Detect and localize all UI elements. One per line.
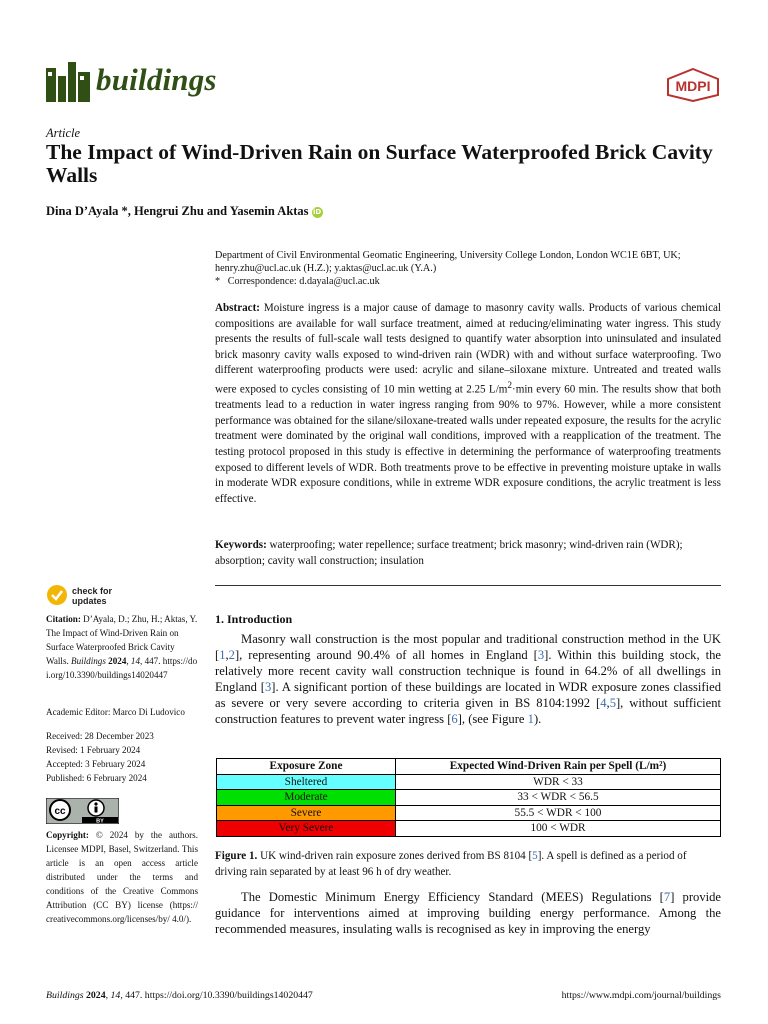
table-header-zone: Exposure Zone — [217, 759, 396, 775]
article-type: Article — [46, 126, 81, 140]
ref-link[interactable]: 1 — [219, 648, 226, 662]
abstract — [215, 301, 721, 507]
footer-volume: , 14 — [105, 990, 121, 1001]
citation-pages: , 447. — [140, 656, 161, 666]
citation-doi-link[interactable]: https://doi.org/10.3390/buildings14020447 — [46, 656, 198, 680]
section-heading-introduction: 1. Introduction — [215, 612, 293, 626]
date-revised: Revised: 1 February 2024 — [46, 745, 141, 755]
wdr-range-cell: 55.5 < WDR < 100 — [396, 805, 721, 821]
intro-text: ], (see Figure — [457, 712, 528, 726]
copyright-notice — [46, 828, 198, 926]
intro-text: Masonry wall construction is the most popular and traditional construction method in the UK [ — [215, 632, 721, 662]
citation-text: D’Ayala, D.; Zhu, H.; Aktas, Y. The Impact of Wind-Driven Rain on Surface Waterproofed Brick Cavity Walls. — [46, 614, 198, 666]
caption-text: UK wind-driven rain exposure zones derived from BS 8104 [ — [257, 850, 533, 862]
citation-year: 2024 — [105, 656, 127, 666]
body-text: The Domestic Minimum Energy Efficiency Standard (MEES) Regulations [ — [241, 890, 664, 904]
mdpi-logo-icon — [666, 68, 720, 102]
footer-doi[interactable]: , 447. https://doi.org/10.3390/buildings14020447 — [120, 990, 313, 1001]
intro-text: ]. Within this building stock, the relatively more recent cavity wall construction technique is found in 64.2% of all dwellings in England [ — [215, 648, 722, 694]
authors-text: Dina D’Ayala *, Hengrui Zhu and Yasemin Aktas — [46, 204, 309, 218]
caption-text: ]. A spell is defined as a period of driving rain separated by at least 96 h of dry weather. — [215, 850, 687, 878]
table-body — [217, 774, 721, 836]
body-text: ] provide guidance for interventions aimed at improving building energy performance. Among the recommended measures, insulating walls is recognised as key in improving the energy — [215, 890, 722, 936]
ref-link[interactable]: 3 — [264, 680, 272, 694]
citation-block — [46, 612, 198, 682]
ref-link[interactable]: 2 — [228, 648, 235, 662]
intro-text: ], representing around 90.4% of all homes in England [ — [234, 648, 538, 662]
footer-citation — [46, 990, 313, 1001]
keywords-label: Keywords: — [215, 539, 267, 551]
date-received: Received: 28 December 2023 — [46, 731, 154, 741]
date-published: Published: 6 February 2024 — [46, 773, 147, 783]
cc-by-license-icon[interactable] — [46, 798, 119, 824]
citation-label: Citation: — [46, 614, 81, 624]
correspondence-mark: * — [215, 276, 221, 287]
journal-logo-icon — [46, 62, 90, 102]
wdr-range-cell: 100 < WDR — [396, 821, 721, 837]
footer-journal-url[interactable]: https://www.mdpi.com/journal/buildings — [561, 990, 721, 1001]
exposure-zone-cell: Very Severe — [217, 821, 396, 837]
check-updates-line2: updates — [72, 596, 107, 606]
citation-volume: , 14 — [126, 656, 141, 666]
intro-text: ], without sufficient construction features to prevent water ingress [ — [215, 696, 722, 726]
ref-link[interactable]: 7 — [663, 890, 671, 904]
keywords-text: waterproofing; water repellence; surface treatment; brick masonry; wind-driven rain (WDR); absorption; cavity wall construction; insulation — [215, 539, 683, 567]
cc-by-label: BY — [96, 818, 104, 824]
article-title: The Impact of Wind-Driven Rain on Surface Waterproofed Brick Cavity Walls — [46, 140, 713, 187]
check-updates-line1: check for — [72, 586, 113, 596]
publication-dates — [46, 729, 198, 785]
footer-journal: Buildings — [46, 990, 84, 1001]
abstract-label: Abstract: — [215, 302, 260, 314]
affiliation-line: Department of Civil Environmental Geomatic Engineering, University College London, London WC1E 6BT, UK; — [215, 250, 681, 261]
wdr-range-cell: 33 < WDR < 56.5 — [396, 790, 721, 806]
figure-link[interactable]: 1 — [527, 712, 534, 726]
keywords — [215, 538, 721, 569]
publisher-name: MDPI — [675, 78, 711, 94]
cc-label: cc — [54, 806, 66, 817]
table-header-wdr: Expected Wind-Driven Rain per Spell (L/m²) — [396, 759, 721, 775]
abstract-text-cont: ·min every 60 min. The results show that both treatments lead to a reduction in water ingress ranging from 90% to 97%. However, while a more consistent performance was obtained for the silane/siloxane-treated walls under repeated exposure, the results for the acrylic treatment were dominated by the original wall conditions, improved with a reapplication of the treatment. The testing protocol proposed in this study is effective in determining the performance of waterproofing treatments exposed to different levels of WDR. Both treatments prove to be effective in preventing moisture uptake in walls in moderate WDR exposure conditions, while in extreme WDR exposure conditions, the acrylic treatment is less effective. — [215, 383, 721, 505]
section-divider — [215, 585, 721, 586]
mees-paragraph — [215, 889, 721, 937]
ref-link[interactable]: 3 — [537, 648, 545, 662]
exposure-zone-cell: Severe — [217, 805, 396, 821]
intro-text: ]. A significant portion of these buildings are located in WDR exposure zones classified as severe or very severe according to criteria given in BS 8104:1992 [ — [215, 680, 721, 710]
abstract-text: Moisture ingress is a major cause of damage to masonry cavity walls. Products of various chemical compositions are available for wall surface treatment, aimed at reducing/eliminating water ingress. This study presents the results of full-scale wall tests designed to quantify water absorption into uninsulated and insulated brick masonry cavity walls exposed to wind-driven rain (WDR) with and without surface waterproofing. Two different waterproofing products were used: acrylic and silane–siloxane mixture. Untreated and treated walls were exposed to cycles consisting of 10 min wetting at 2.25 L/m — [215, 302, 721, 396]
exposure-zone-cell: Sheltered — [217, 774, 396, 790]
abstract-unit-sup: 2 — [507, 380, 513, 391]
intro-text: ). — [533, 712, 542, 726]
table-row — [217, 774, 721, 790]
copyright-text: © 2024 by the authors. Licensee MDPI, Basel, Switzerland. This article is an open access article distributed under the terms and conditions of the Creative Commons Attribution (CC BY) license (https:// creativecommons.org/licenses/by/ 4.0/). — [46, 830, 198, 924]
figure-caption — [215, 848, 721, 880]
intro-paragraph: Masonry wall construction is the most popular and traditional construction method in the UK [1,2], representing around 90.4% of all homes in England [3]. Within this building stock, the relatively more recent cavity wall construction technique is found in 64.2% of all dwellings in England [3]. A significant portion of these buildings are located in WDR exposure zones classified as severe or very severe according to criteria given in BS 8104:1992 [4,5], without sufficient construction features to prevent water ingress [6], (see Figure 1). — [215, 632, 722, 726]
exposure-zone-cell: Moderate — [217, 790, 396, 806]
citation-journal: Buildings — [71, 656, 106, 666]
check-updates-icon — [46, 584, 68, 606]
correspondence — [215, 275, 721, 288]
affiliation-emails: henry.zhu@ucl.ac.uk (H.Z.); y.aktas@ucl.ac.uk (Y.A.) — [215, 263, 437, 274]
table-row — [217, 790, 721, 806]
table-row — [217, 821, 721, 837]
academic-editor: Academic Editor: Marco Di Ludovico — [46, 707, 185, 717]
ref-link[interactable]: 6 — [451, 712, 458, 726]
figure-label: Figure 1. — [215, 850, 258, 862]
author-list — [46, 204, 323, 219]
footer-year: 2024 — [83, 990, 106, 1001]
correspondence-text: Correspondence: d.dayala@ucl.ac.uk — [227, 276, 380, 287]
journal-name: buildings — [96, 62, 217, 97]
table-row — [217, 805, 721, 821]
ref-link[interactable]: 5 — [609, 696, 616, 710]
affiliation-block — [215, 249, 721, 288]
check-for-updates-button[interactable] — [46, 584, 166, 608]
table-header-row — [217, 759, 721, 775]
copyright-label: Copyright: — [46, 830, 89, 840]
exposure-zone-table — [216, 758, 721, 837]
wdr-range-cell: WDR < 33 — [396, 774, 721, 790]
ref-link[interactable]: 4 — [600, 696, 607, 710]
date-accepted: Accepted: 3 February 2024 — [46, 759, 146, 769]
ref-link[interactable]: 5 — [532, 850, 538, 862]
orcid-icon[interactable]: iD — [312, 208, 322, 216]
